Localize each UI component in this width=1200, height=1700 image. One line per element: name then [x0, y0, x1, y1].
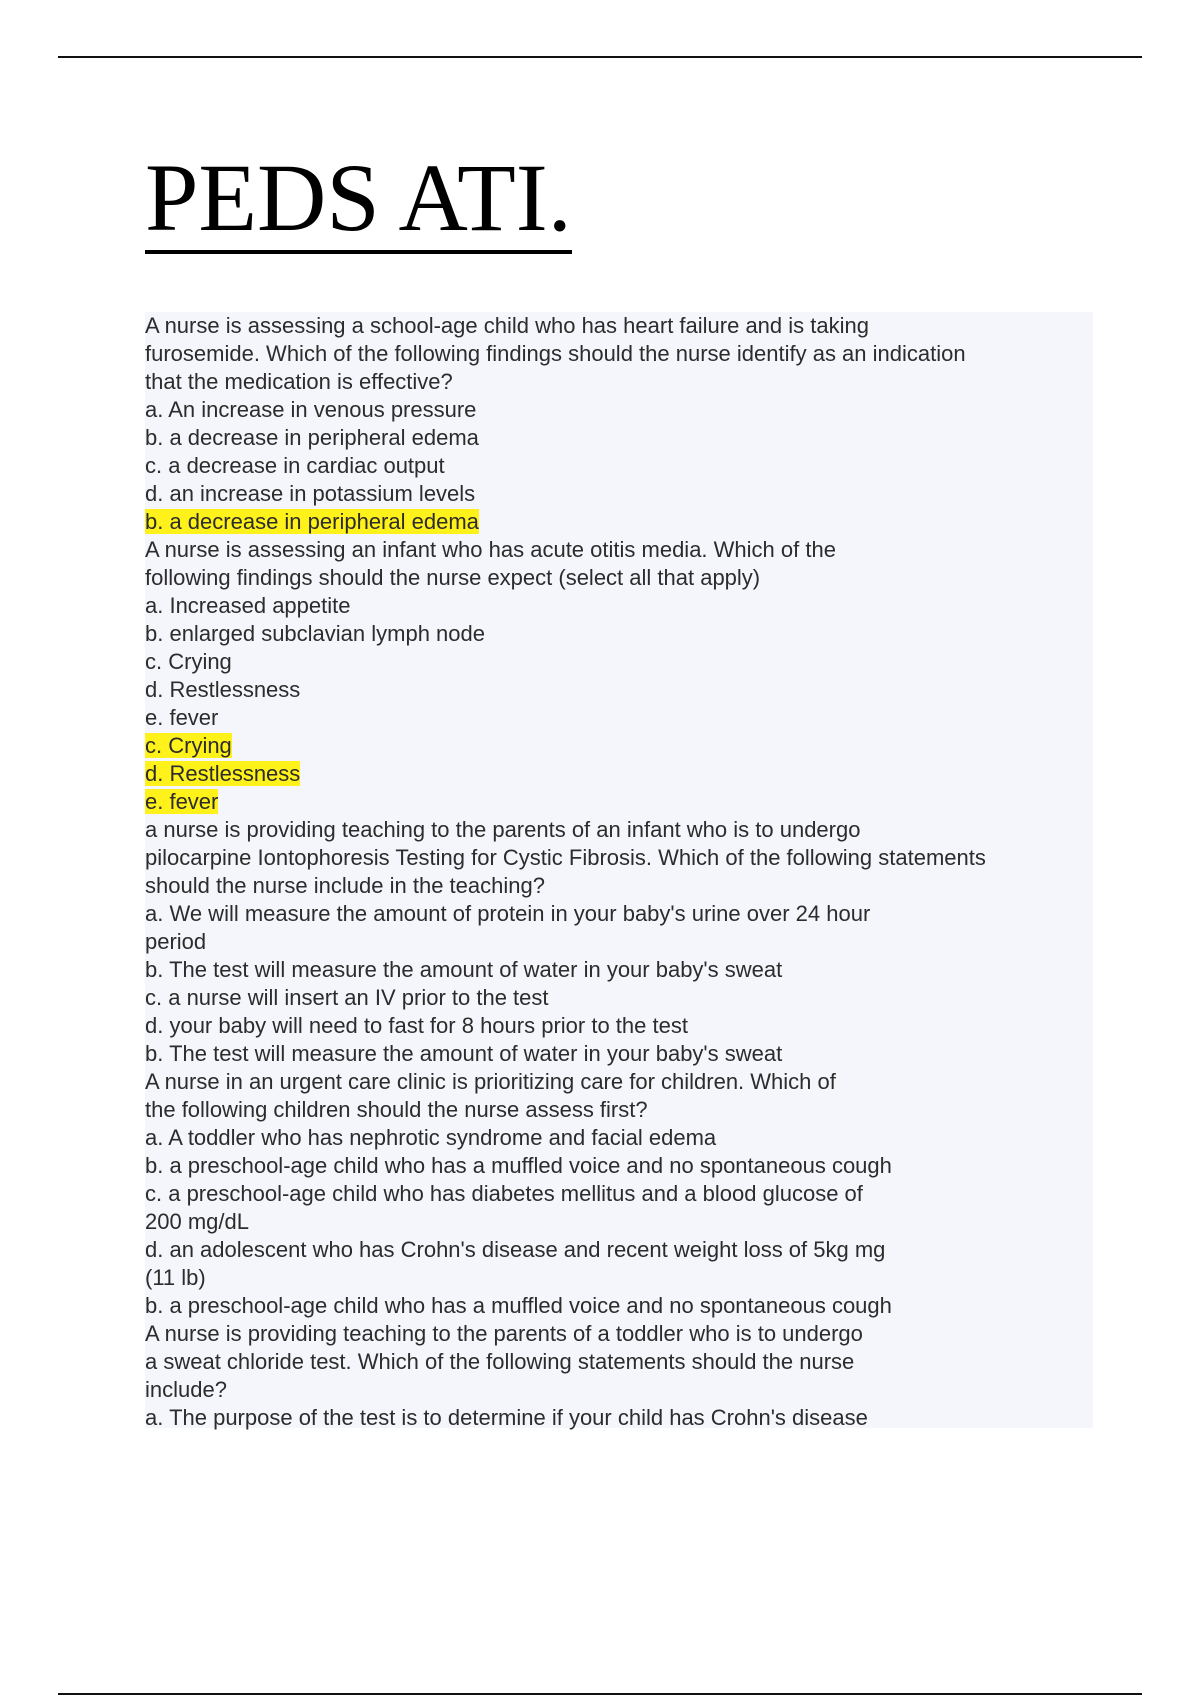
question-2-option-b: b. enlarged subclavian lymph node [145, 621, 486, 646]
question-4-answer: b. a preschool-age child who has a muffled voice and no spontaneous cough [145, 1293, 892, 1318]
question-3-option-a-cont: period [145, 929, 207, 954]
question-1-option-c: c. a decrease in cardiac output [145, 453, 445, 478]
question-2-option-e: e. fever [145, 705, 219, 730]
question-3-option-a: a. We will measure the amount of protein in your baby's urine over 24 hour [145, 901, 871, 926]
question-3-stem-line-2: pilocarpine Iontophoresis Testing for Cystic Fibrosis. Which of the following statements [145, 845, 986, 870]
question-1-stem-line-1: A nurse is assessing a school-age child who has heart failure and is taking [145, 313, 869, 338]
question-2-option-d: d. Restlessness [145, 677, 301, 702]
question-4-option-b: b. a preschool-age child who has a muffled voice and no spontaneous cough [145, 1153, 892, 1178]
question-1-option-b: b. a decrease in peripheral edema [145, 425, 479, 450]
question-5-option-a: a. The purpose of the test is to determine if your child has Crohn's disease [145, 1405, 868, 1430]
question-3-option-b: b. The test will measure the amount of water in your baby's sweat [145, 957, 783, 982]
question-2-stem-line-1: A nurse is assessing an infant who has acute otitis media. Which of the [145, 537, 836, 562]
question-4-stem-line-2: the following children should the nurse assess first? [145, 1097, 648, 1122]
question-1-answer [145, 508, 1093, 536]
question-4-option-d-cont: (11 lb) [145, 1265, 206, 1290]
question-2-stem-line-2: following findings should the nurse expect (select all that apply) [145, 565, 761, 590]
question-3-stem-line-1: a nurse is providing teaching to the parents of an infant who is to undergo [145, 817, 861, 842]
question-5-stem-line-2: a sweat chloride test. Which of the following statements should the nurse [145, 1349, 855, 1374]
question-content [145, 312, 1093, 1428]
answer-highlight: e. fever [145, 789, 219, 814]
answer-highlight: b. a decrease in peripheral edema [145, 509, 479, 534]
question-3-option-d: d. your baby will need to fast for 8 hours prior to the test [145, 1013, 688, 1038]
question-1-stem-line-2: furosemide. Which of the following findings should the nurse identify as an indication [145, 341, 966, 366]
question-1-option-d: d. an increase in potassium levels [145, 481, 476, 506]
question-5-stem-line-3: include? [145, 1377, 227, 1402]
question-4-option-c: c. a preschool-age child who has diabetes mellitus and a blood glucose of [145, 1181, 863, 1206]
question-4-option-a: a. A toddler who has nephrotic syndrome and facial edema [145, 1125, 717, 1150]
question-2-answer [145, 760, 1093, 788]
question-2-answer [145, 788, 1093, 816]
question-3-answer: b. The test will measure the amount of water in your baby's sweat [145, 1041, 783, 1066]
question-2-answer [145, 732, 1093, 760]
question-2-option-a: a. Increased appetite [145, 593, 351, 618]
document-title: PEDS ATI. [145, 148, 572, 254]
question-4-option-d: d. an adolescent who has Crohn's disease and recent weight loss of 5kg mg [145, 1237, 886, 1262]
question-2-option-c: c. Crying [145, 649, 232, 674]
question-1-stem-line-3: that the medication is effective? [145, 369, 453, 394]
question-4-option-c-cont: 200 mg/dL [145, 1209, 249, 1234]
top-divider [58, 56, 1142, 58]
question-3-stem-line-3: should the nurse include in the teaching? [145, 873, 545, 898]
bottom-divider [58, 1693, 1142, 1695]
question-4-stem-line-1: A nurse in an urgent care clinic is prioritizing care for children. Which of [145, 1069, 836, 1094]
question-1-option-a: a. An increase in venous pressure [145, 397, 477, 422]
answer-highlight: c. Crying [145, 733, 232, 758]
answer-highlight: d. Restlessness [145, 761, 301, 786]
question-3-option-c: c. a nurse will insert an IV prior to the test [145, 985, 549, 1010]
question-5-stem-line-1: A nurse is providing teaching to the parents of a toddler who is to undergo [145, 1321, 863, 1346]
